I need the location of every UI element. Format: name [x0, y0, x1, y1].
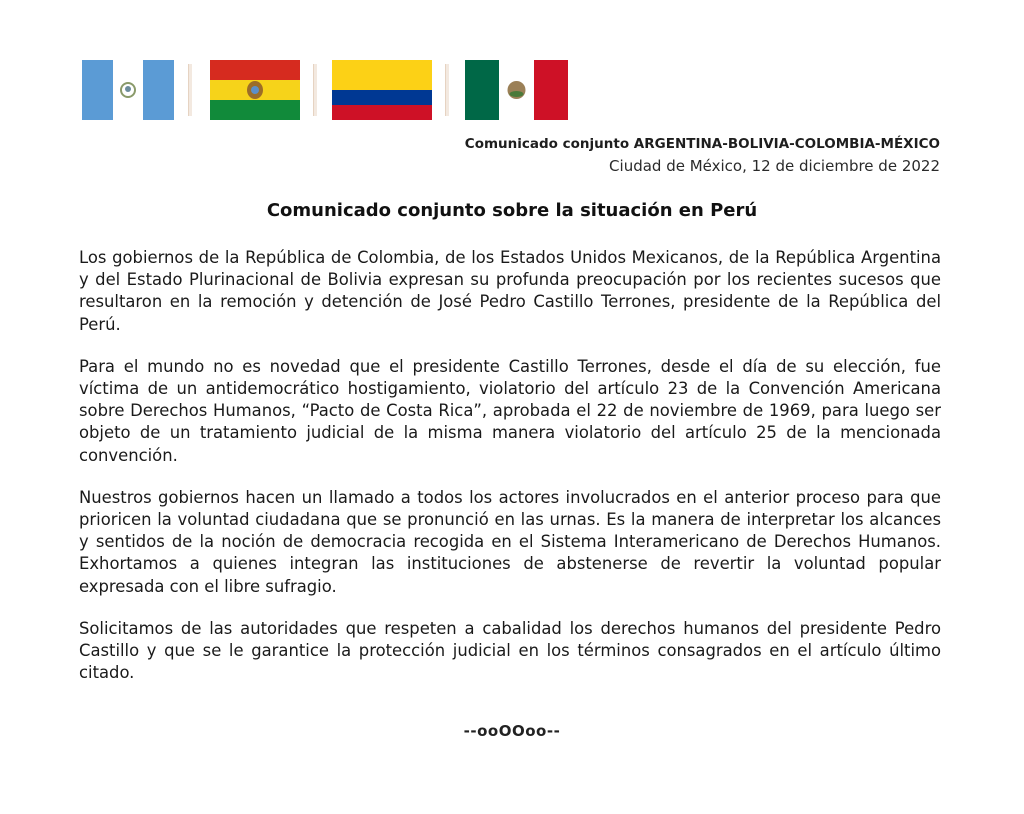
closing-mark: --ooOOoo-- [463, 722, 561, 740]
paragraph-4: Solicitamos de las autoridades que respeten a cabalidad los derechos humanos del presidente Pedro Castillo y que se le garantice la protección judicial en los términos consagrados en el artículo último citado. [79, 618, 941, 683]
paragraph-2: Para el mundo no es novedad que el presidente Castillo Terrones, desde el día de su elección, fue víctima de un antidemocrático hostigamiento, violatorio del artículo 23 de la Convención Americana sobre Derechos Humanos, “Pacto de Costa Rica”, aprobada el 22 de noviembre de 1969, para luego ser objeto de un tratamiento judicial de la misma manera violatorio del artículo 25 de la mencionada convención. [79, 356, 941, 465]
bolivia-flag-icon [210, 60, 300, 120]
guatemala-flag-icon [82, 60, 174, 120]
flag-separator [188, 64, 192, 116]
paragraph-3: Nuestros gobiernos hacen un llamado a todos los actores involucrados en el anterior proceso para que prioricen la voluntad ciudadana que se pronunció en las urnas. Es la manera de interpretar los alcances y sentidos de la noción de democracia recogida en el Sistema Interamericano de Derechos Humanos. Exhortamos a quienes integran las instituciones de abstenerse de revertir la voluntad popular expresada con el libre sufragio. [79, 487, 941, 596]
communique-label: Comunicado conjunto ARGENTINA-BOLIVIA-COLOMBIA-MÉXICO [464, 136, 940, 152]
mexico-flag-icon [465, 60, 568, 120]
place-date: Ciudad de México, 12 de diciembre de 2022 [609, 157, 940, 175]
flag-separator [445, 64, 449, 116]
paragraph-1: Los gobiernos de la República de Colombia, de los Estados Unidos Mexicanos, de la República Argentina y del Estado Plurinacional de Bolivia expresan su profunda preocupación por los recientes sucesos que resultaron en la remoción y detención de José Pedro Castillo Terrones, presidente de la República del Perú. [79, 248, 941, 334]
colombia-flag-icon [332, 60, 432, 120]
document-header [465, 136, 940, 175]
document-title: Comunicado conjunto sobre la situación en Perú [266, 200, 758, 221]
flag-separator [313, 64, 317, 116]
document-body [79, 247, 941, 704]
